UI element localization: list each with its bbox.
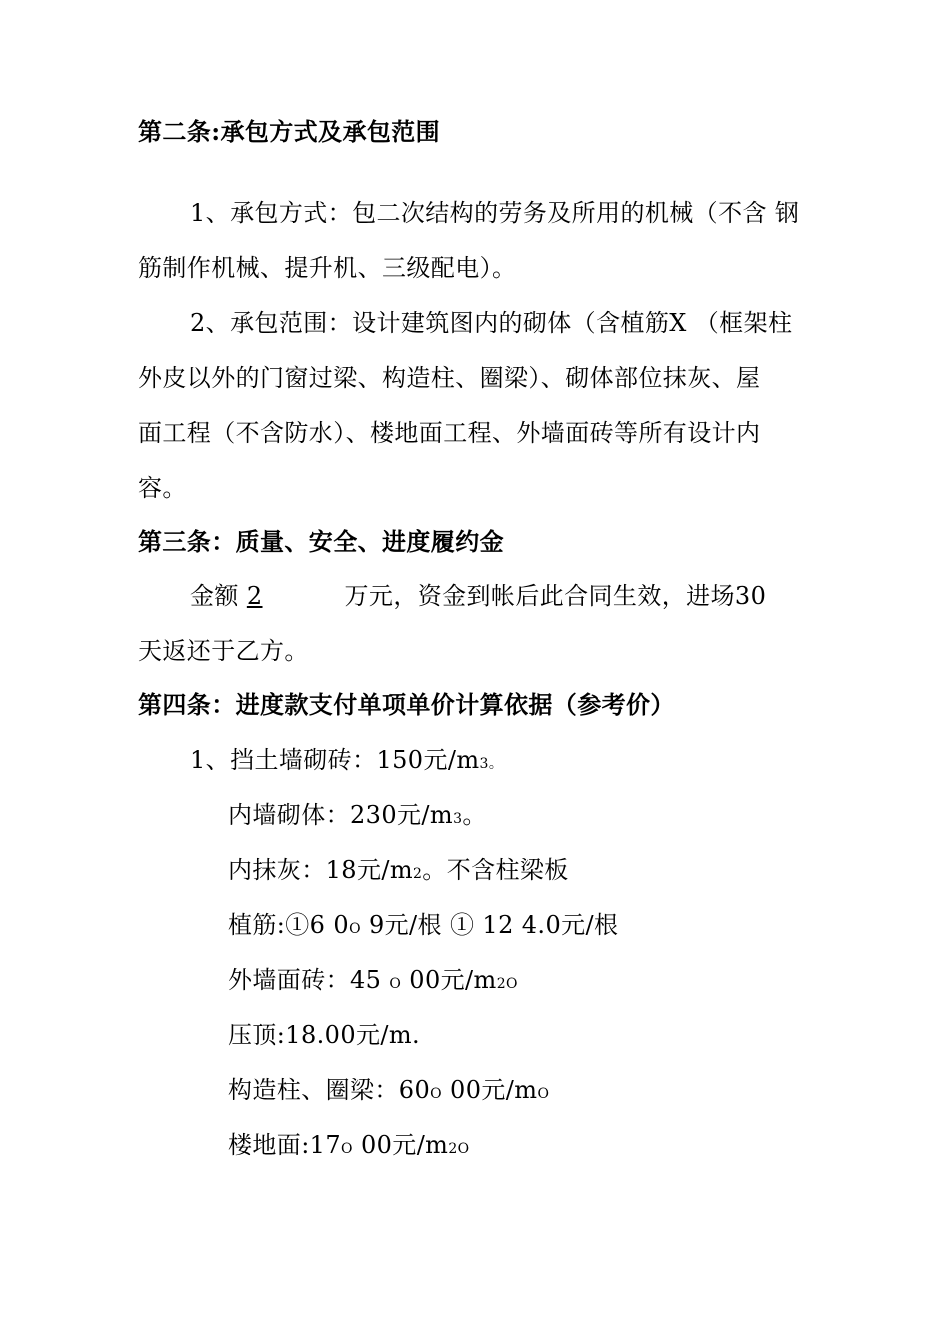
article2-item2-line2: 外皮以外的门窗过梁、构造柱、圈梁）、砌体部位抹灰、屋: [138, 364, 761, 392]
price-item-retaining-wall: 1、挡土墙砌砖：150元/m3。: [190, 746, 504, 774]
article2-item1-line1: 1、承包方式：包二次结构的劳务及所用的机械（不含 钢: [190, 199, 800, 227]
article3-heading: 第三条：质量、安全、进度履约金: [138, 527, 504, 556]
price-item-rebar-planting: 植筋:①6 0O 9元/根 ① 12 4.0元/根: [228, 911, 619, 939]
article3-amount-line: [190, 581, 766, 611]
price-item-inner-plaster: 内抹灰：18元/m2。不含柱梁板: [228, 856, 569, 884]
price-item-coping: 压顶:18.00元/m.: [228, 1021, 421, 1049]
price-item-inner-masonry: 内墙砌体：230元/m3。: [228, 801, 487, 829]
amount-value: 2: [246, 582, 263, 610]
price-item-exterior-tiles: 外墙面砖：45 O 00元/m2O: [228, 966, 518, 994]
article2-item1-line2: 筋制作机械、提升机、三级配电）。: [138, 254, 517, 282]
amount-suffix: 万元，资金到帐后此合同生效，进场30: [344, 582, 767, 610]
amount-prefix: 金额: [190, 582, 247, 610]
article3-line2: 天返还于乙方。: [138, 637, 309, 665]
price-item-columns-beams: 构造柱、圈梁：60O 00元/mO: [228, 1076, 550, 1104]
article2-item2-line4: 容。: [138, 474, 187, 502]
price-item-flooring: 楼地面:17O 00元/m2O: [228, 1131, 470, 1159]
article2-heading: 第二条:承包方式及承包范围: [138, 117, 441, 146]
article2-item2-line1: 2、承包范围：设计建筑图内的砌体（含植筋X （框架柱: [190, 309, 793, 337]
article2-item2-line3: 面工程（不含防水）、楼地面工程、外墙面砖等所有设计内: [138, 419, 761, 447]
article4-heading: 第四条：进度款支付单项单价计算依据（参考价）: [138, 690, 675, 719]
